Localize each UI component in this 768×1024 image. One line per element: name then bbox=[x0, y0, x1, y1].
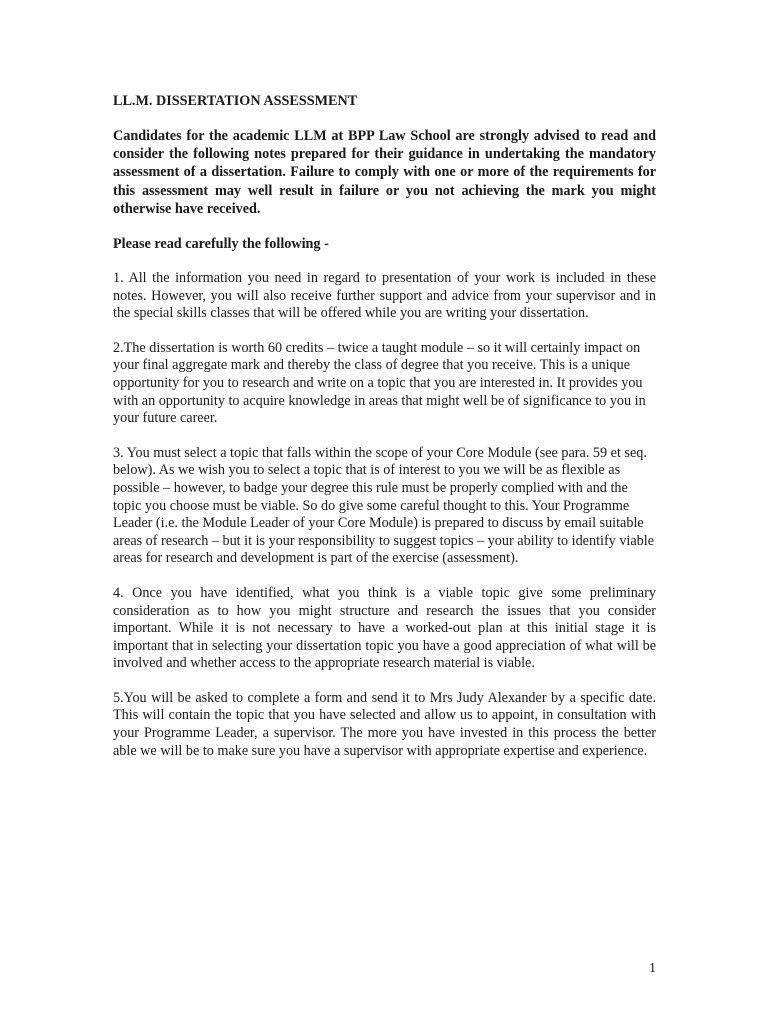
paragraph-2: 2.The dissertation is worth 60 credits – twice a taught module – so it will certainly impact on your final aggregate mark and thereby the class of degree that you receive. This is a unique opportunity for you to research and write on a topic that you are interested in. It provides you with an opportunity to acquire knowledge in areas that might well be of significance to you in your future career. bbox=[113, 339, 646, 427]
page-number: 1 bbox=[649, 961, 656, 976]
paragraph-1: 1. All the information you need in regard to presentation of your work is included in these notes. However, you will also receive further support and advice from your supervisor and in the special skills classes that will be offered while you are writing your dissertation. bbox=[113, 270, 656, 322]
intro-paragraph: Candidates for the academic LLM at BPP Law School are strongly advised to read and consider the following notes prepared for their guidance in undertaking the mandatory assessment of a dissertation. Failure to comply with one or more of the requirements for this assessment may well result in failure or you not achieving the mark you might otherwise have received. bbox=[113, 128, 656, 217]
paragraph-4: 4. Once you have identified, what you think is a viable topic give some preliminary consideration as to how you might structure and research the issues that you consider important. While it is not necessary to have a worked-out plan at this initial stage it is important that in selecting your dissertation topic you have a good appreciation of what will be involved and whether access to the appropriate research material is viable. bbox=[113, 584, 656, 672]
paragraph-3: 3. You must select a topic that falls within the scope of your Core Module (see para. 59 et seq. below). As we wish you to select a topic that is of interest to you we will be as flexible as possible – however, to badge your degree this rule must be properly complied with and the topic you choose must be viable. So do give some careful thought to this. Your Programme Leader (i.e. the Module Leader of your Core Module) is prepared to discuss by email suitable areas of research – but it is your responsibility to suggest topics – your ability to identify viable areas for research and development is part of the exercise (assessment). bbox=[113, 444, 654, 567]
paragraph-5: 5.You will be asked to complete a form and send it to Mrs Judy Alexander by a specific date. This will contain the topic that you have selected and allow us to appoint, in consultation with your Programme Leader, a supervisor. The more you have invested in this process the better able we will be to make sure you have a supervisor with appropriate expertise and experience. bbox=[113, 689, 656, 759]
document-page bbox=[113, 92, 656, 777]
document-title: LL.M. DISSERTATION ASSESSMENT bbox=[113, 93, 358, 109]
subheading: Please read carefully the following - bbox=[113, 236, 329, 253]
